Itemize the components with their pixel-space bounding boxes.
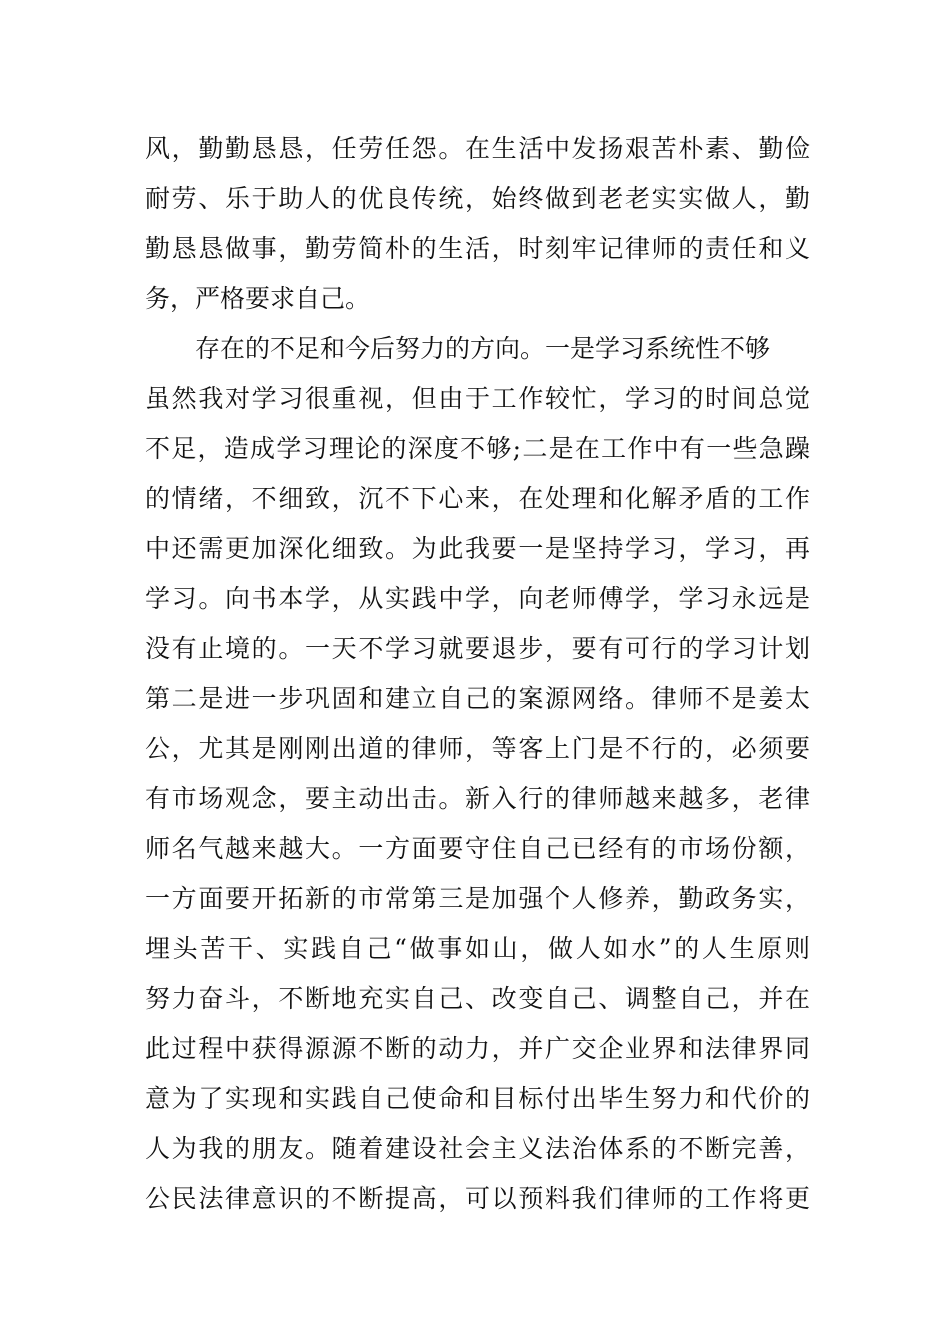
paragraph-2 [145, 324, 810, 1224]
text-line: 勤恳恳做事，勤劳简朴的生活，时刻牢记律师的责任和义 [145, 234, 810, 263]
text-line: 意为了实现和实践自己使命和目标付出毕生努力和代价的 [145, 1084, 810, 1113]
document-body [145, 124, 810, 1224]
text-line: 师名气越来越大。一方面要守住自己已经有的市场份额， [145, 834, 810, 863]
text-line: 中还需更加深化细致。为此我要一是坚持学习，学习，再 [145, 534, 810, 563]
text-line: 公民法律意识的不断提高，可以预料我们律师的工作将更 [145, 1184, 810, 1213]
text-line: 学习。向书本学，从实践中学，向老师傅学，学习永远是 [145, 584, 810, 613]
paragraph-1 [145, 124, 810, 324]
text-line: 公，尤其是刚刚出道的律师，等客上门是不行的，必须要 [145, 734, 810, 763]
text-line: 务，严格要求自己。 [145, 284, 371, 313]
text-line: 虽然我对学习很重视，但由于工作较忙，学习的时间总觉 [145, 384, 810, 413]
text-line: 没有止境的。一天不学习就要退步，要有可行的学习计划 [145, 634, 810, 663]
text-line: 耐劳、乐于助人的优良传统，始终做到老老实实做人，勤 [145, 184, 810, 213]
text-line: 的情绪，不细致，沉不下心来，在处理和化解矛盾的工作 [145, 484, 810, 513]
text-line: 此过程中获得源源不断的动力，并广交企业界和法律界同 [145, 1034, 810, 1063]
text-line: 努力奋斗，不断地充实自己、改变自己、调整自己，并在 [145, 984, 810, 1013]
text-line: 埋头苦干、实践自己“做事如山，做人如水”的人生原则 [145, 934, 810, 963]
text-line: 有市场观念，要主动出击。新入行的律师越来越多，老律 [145, 784, 810, 813]
text-line: 存在的不足和今后努力的方向。一是学习系统性不够 [195, 334, 771, 363]
text-line: 不足，造成学习理论的深度不够;二是在工作中有一些急躁 [145, 434, 810, 463]
text-line: 一方面要开拓新的市常第三是加强个人修养，勤政务实， [145, 884, 810, 913]
text-line: 第二是进一步巩固和建立自己的案源网络。律师不是姜太 [145, 684, 810, 713]
text-line: 风，勤勤恳恳，任劳任怨。在生活中发扬艰苦朴素、勤俭 [145, 134, 810, 163]
text-line: 人为我的朋友。随着建设社会主义法治体系的不断完善， [145, 1134, 810, 1163]
